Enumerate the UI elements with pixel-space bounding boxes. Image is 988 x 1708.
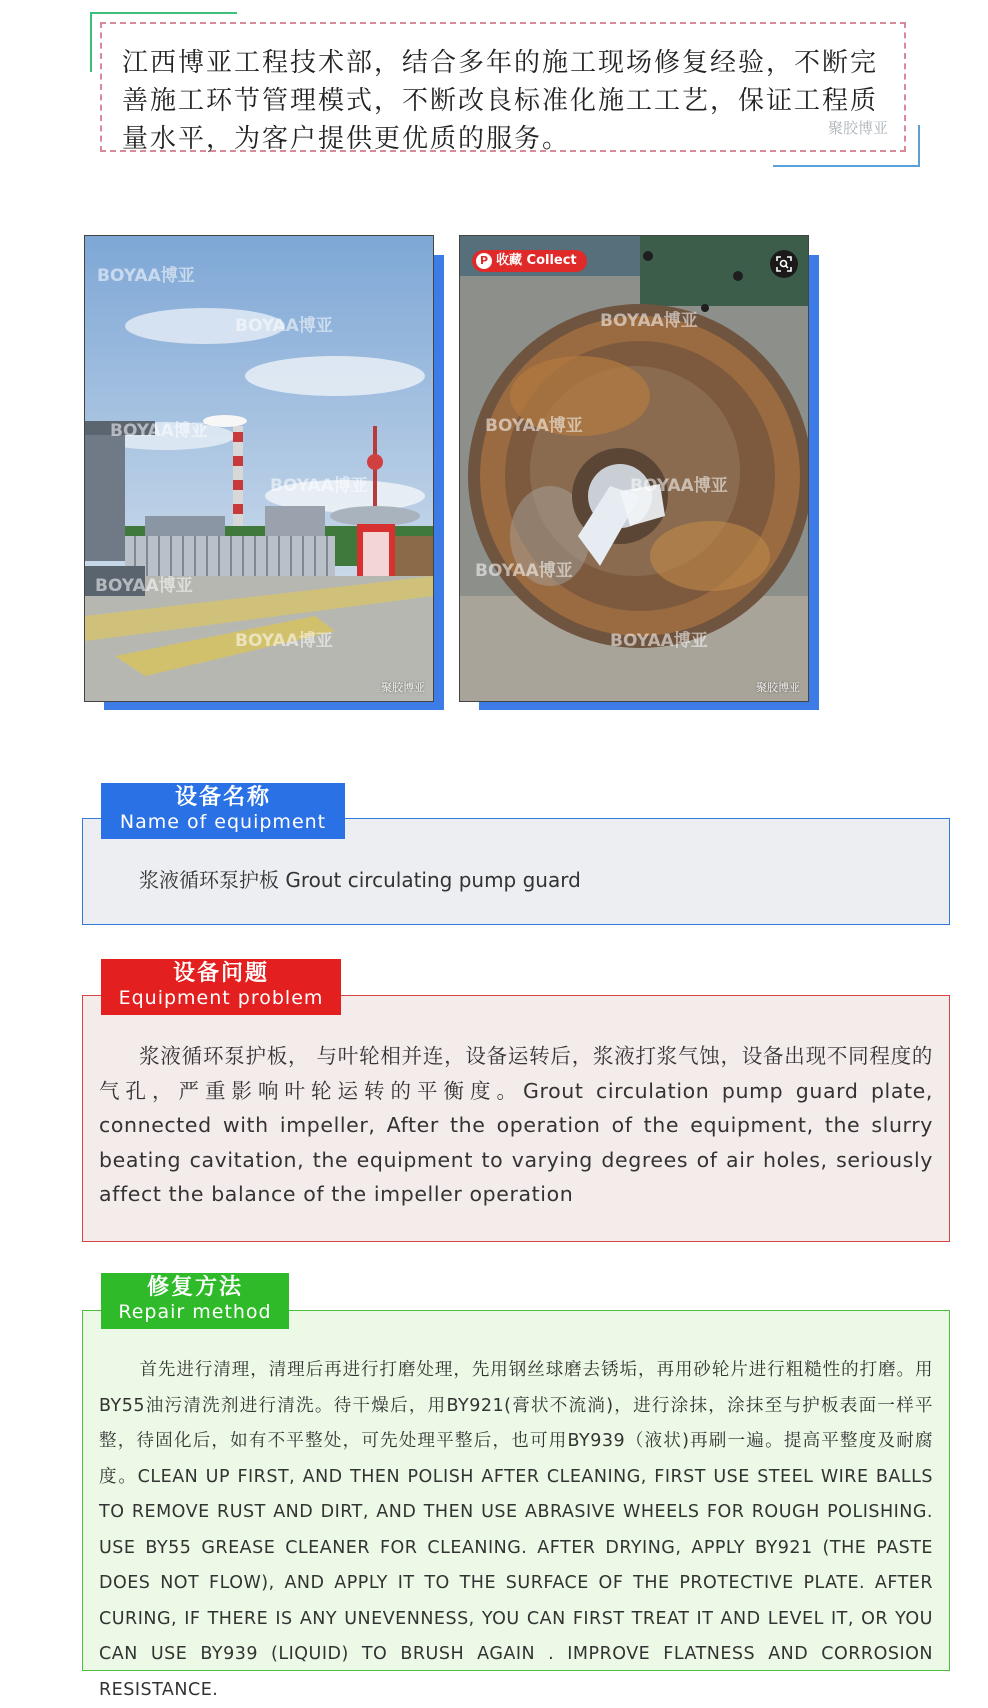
intro-text: 江西博亚工程技术部，结合多年的施工现场修复经验，不断完善施工环节管理模式，不断改良标准化施工工艺，保证工程质量水平，为客户提供更优质的服务。 [122, 48, 879, 154]
repair-method-section [82, 1273, 950, 1700]
equipment-problem-text [99, 1039, 933, 1212]
equipment-name-section [82, 783, 950, 925]
photo-watermark: BOYAA博亚 [630, 476, 728, 496]
repair-body: 首先进行清理，清理后再进行打磨处理，先用钢丝球磨去锈垢，再用砂轮片进行粗糙性的打磨。用BY55油污清洗剂进行清洗。待干燥后，用BY921(膏状不流淌)，进行涂抹，涂抹至与护板表面一样平整，待固化后，如有不平整处，可先处理平整后，也可用BY939（液状)再刷一遍。提高平整度及耐腐度。CLEAN UP FIRST, AND THEN POLISH AFTER CLEANING, FIRST USE STEEL WIRE BALLS TO REMOVE RUST AND DIRT, AND THEN USE ABRASIVE WHEELS FOR ROUGH POLISHING. USE BY55 GREASE CLEANER FOR CLEANING. AFTER DRYING, APPLY BY921 (THE PASTE DOES NOT FLOW), AND APPLY IT TO THE SURFACE OF THE PROTECTIVE PLATE. AFTER CURING, IF THERE IS ANY UNEVENNESS, YOU CAN FIRST TREAT IT AND LEVEL IT, OR YOU CAN USE BY939 (LIQUID) TO BRUSH AGAIN . IMPROVE FLATNESS AND CORROSION RESISTANCE. [99, 1360, 933, 1700]
equipment-problem-section [82, 959, 950, 1242]
equipment-name-text: 浆液循环泵护板 Grout circulating pump guard [139, 868, 581, 892]
photo-watermark: BOYAA博亚 [475, 561, 573, 581]
section-title-zh: 修复方法 [146, 1275, 243, 1300]
problem-body: 浆液循环泵护板， 与叶轮相并连，设备运转后，浆液打浆气蚀，设备出现不同程度的气孔，严重影响叶轮运转的平衡度。Grout circulation pump guard plate, connected with impeller, After the operation of the equipment, the slurry beating cavitation, the equipment to varying degrees of air holes, seriously affect the balance of the impeller operation [99, 1044, 933, 1206]
photo-watermark: BOYAA博亚 [485, 416, 583, 436]
photo-corner-mark: 聚胶博亚 [381, 681, 425, 694]
lens-search-icon[interactable] [770, 250, 798, 278]
pin-icon: P [476, 253, 492, 269]
collect-button[interactable] [472, 250, 587, 272]
photo-watermark: BOYAA博亚 [270, 476, 368, 496]
photo-corner-mark: 聚胶博亚 [756, 681, 800, 694]
section-title-en: Equipment problem [118, 987, 324, 1009]
section-title-zh: 设备名称 [174, 785, 271, 810]
photo-watermark: BOYAA博亚 [235, 631, 333, 651]
photo-watermark: BOYAA博亚 [600, 311, 698, 331]
intro-dashed-frame [100, 22, 906, 152]
site-entrance-image[interactable] [84, 235, 434, 702]
repair-method-text [99, 1353, 933, 1708]
pump-guard-image[interactable] [459, 235, 809, 702]
collect-label: 收藏 Collect [496, 253, 577, 268]
photo-pump-guard [459, 235, 819, 710]
photo-watermark: BOYAA博亚 [97, 266, 195, 286]
photo-watermark: BOYAA博亚 [110, 421, 208, 441]
section-tab [101, 783, 345, 839]
section-title-en: Name of equipment [119, 811, 327, 833]
section-tab [101, 1273, 289, 1329]
photo-watermark: BOYAA博亚 [235, 316, 333, 336]
section-title-en: Repair method [118, 1301, 272, 1323]
photo-watermark: BOYAA博亚 [95, 576, 193, 596]
photo-site-entrance [84, 235, 444, 710]
intro-box [90, 12, 920, 167]
intro-watermark: 聚胶博亚 [827, 119, 888, 137]
section-title-zh: 设备问题 [172, 961, 269, 986]
photo-watermark: BOYAA博亚 [610, 631, 708, 651]
section-tab [101, 959, 341, 1015]
